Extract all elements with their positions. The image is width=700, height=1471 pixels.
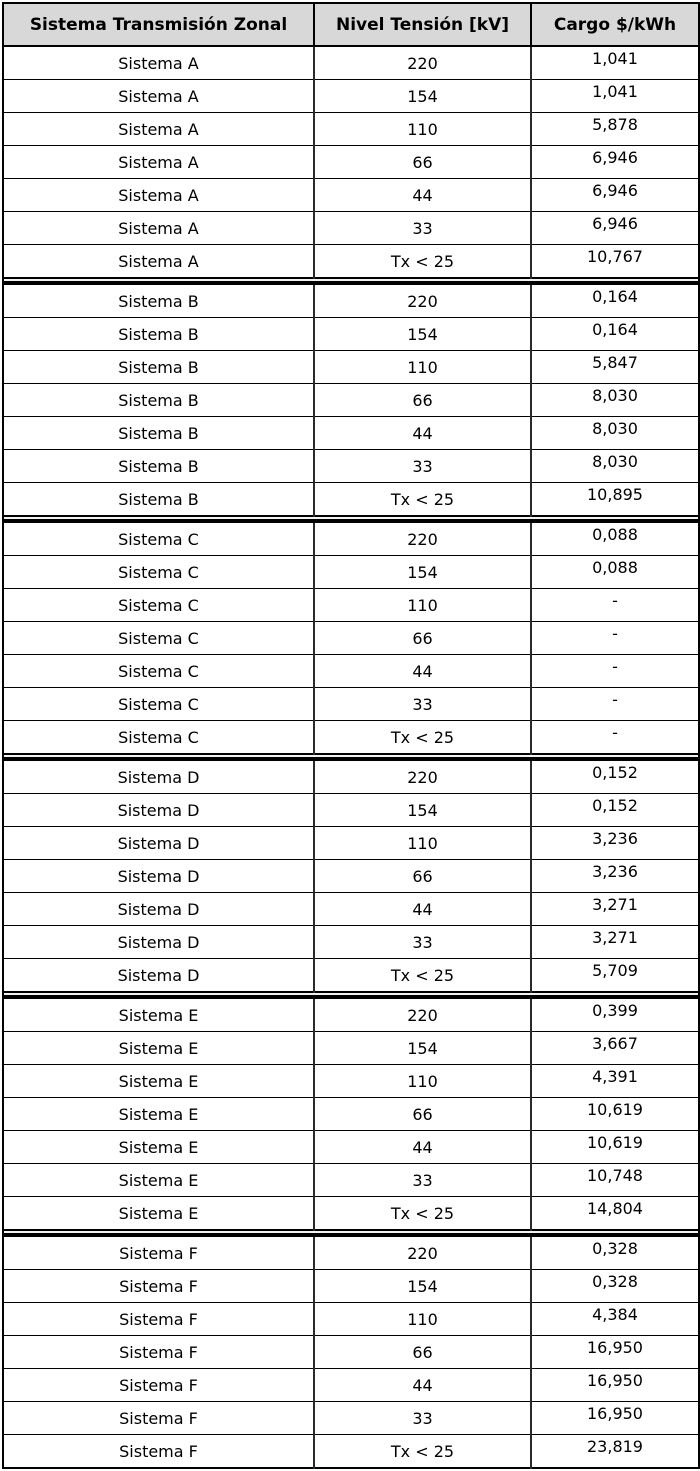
- cell-charge: -: [531, 721, 699, 755]
- cell-charge: 8,030: [531, 384, 699, 417]
- cell-system: Sistema E: [3, 1032, 314, 1065]
- table-row: [3, 759, 699, 794]
- header-row: [3, 3, 699, 46]
- cell-voltage: 110: [314, 1303, 531, 1336]
- cell-charge: 10,619: [531, 1098, 699, 1131]
- table-row: [3, 483, 699, 517]
- cell-system: Sistema C: [3, 521, 314, 556]
- cell-charge: 5,709: [531, 959, 699, 993]
- cell-charge: 23,819: [531, 1435, 699, 1469]
- cell-voltage: 66: [314, 384, 531, 417]
- cell-charge: 0,088: [531, 556, 699, 589]
- cell-voltage: 44: [314, 655, 531, 688]
- cell-charge: 16,950: [531, 1336, 699, 1369]
- cell-voltage: Tx < 25: [314, 721, 531, 755]
- cell-voltage: 110: [314, 589, 531, 622]
- cell-system: Sistema C: [3, 721, 314, 755]
- cell-system: Sistema D: [3, 827, 314, 860]
- cell-charge: 3,236: [531, 827, 699, 860]
- cell-charge: 0,164: [531, 318, 699, 351]
- cell-charge: 16,950: [531, 1369, 699, 1402]
- cell-voltage: Tx < 25: [314, 245, 531, 279]
- cell-system: Sistema B: [3, 283, 314, 318]
- table-row: [3, 1303, 699, 1336]
- cell-charge: 1,041: [531, 80, 699, 113]
- cell-charge: 14,804: [531, 1197, 699, 1231]
- table-row: [3, 794, 699, 827]
- cell-charge: 10,619: [531, 1131, 699, 1164]
- cell-system: Sistema E: [3, 997, 314, 1032]
- cell-system: Sistema D: [3, 959, 314, 993]
- cell-system: Sistema B: [3, 384, 314, 417]
- cell-system: Sistema F: [3, 1303, 314, 1336]
- table-row: [3, 721, 699, 755]
- cell-charge: 0,152: [531, 794, 699, 827]
- table-row: [3, 283, 699, 318]
- cell-system: Sistema A: [3, 80, 314, 113]
- cell-system: Sistema C: [3, 622, 314, 655]
- cell-charge: 8,030: [531, 417, 699, 450]
- cell-voltage: 154: [314, 794, 531, 827]
- cell-charge: 5,847: [531, 351, 699, 384]
- cell-voltage: 66: [314, 1336, 531, 1369]
- cell-voltage: 154: [314, 318, 531, 351]
- cell-system: Sistema D: [3, 794, 314, 827]
- table-row: [3, 1235, 699, 1270]
- cell-system: Sistema D: [3, 893, 314, 926]
- cell-voltage: 220: [314, 1235, 531, 1270]
- cell-system: Sistema F: [3, 1402, 314, 1435]
- cell-system: Sistema A: [3, 179, 314, 212]
- table-row: [3, 1270, 699, 1303]
- cell-voltage: 66: [314, 622, 531, 655]
- table-row: [3, 893, 699, 926]
- cell-voltage: 220: [314, 46, 531, 80]
- cell-system: Sistema D: [3, 759, 314, 794]
- cell-charge: 4,391: [531, 1065, 699, 1098]
- cell-voltage: 33: [314, 450, 531, 483]
- cell-voltage: 44: [314, 179, 531, 212]
- cell-system: Sistema E: [3, 1098, 314, 1131]
- cell-voltage: 44: [314, 893, 531, 926]
- header-cell-system: Sistema Transmisión Zonal: [3, 3, 314, 46]
- cell-system: Sistema E: [3, 1197, 314, 1231]
- cell-charge: 10,767: [531, 245, 699, 279]
- cell-charge: 3,236: [531, 860, 699, 893]
- cell-system: Sistema B: [3, 351, 314, 384]
- cell-charge: 16,950: [531, 1402, 699, 1435]
- cell-voltage: Tx < 25: [314, 483, 531, 517]
- cell-voltage: 66: [314, 146, 531, 179]
- cell-system: Sistema E: [3, 1164, 314, 1197]
- table-row: [3, 589, 699, 622]
- table-row: [3, 959, 699, 993]
- cell-system: Sistema A: [3, 212, 314, 245]
- cell-charge: 0,328: [531, 1235, 699, 1270]
- cell-voltage: 44: [314, 417, 531, 450]
- table-row: [3, 417, 699, 450]
- table-row: [3, 384, 699, 417]
- table-row: [3, 688, 699, 721]
- cell-system: Sistema A: [3, 245, 314, 279]
- cell-charge: -: [531, 655, 699, 688]
- cell-charge: 5,878: [531, 113, 699, 146]
- cell-voltage: 220: [314, 521, 531, 556]
- tariff-table: [2, 2, 700, 1469]
- table-row: [3, 926, 699, 959]
- table-row: [3, 1164, 699, 1197]
- table-row: [3, 521, 699, 556]
- table-body: [3, 46, 699, 1468]
- table-row: [3, 556, 699, 589]
- cell-charge: 0,088: [531, 521, 699, 556]
- cell-charge: 0,152: [531, 759, 699, 794]
- cell-charge: 1,041: [531, 46, 699, 80]
- cell-system: Sistema E: [3, 1065, 314, 1098]
- cell-charge: 10,895: [531, 483, 699, 517]
- cell-voltage: 33: [314, 212, 531, 245]
- cell-system: Sistema B: [3, 450, 314, 483]
- cell-system: Sistema F: [3, 1270, 314, 1303]
- table-row: [3, 655, 699, 688]
- cell-voltage: 110: [314, 113, 531, 146]
- table-row: [3, 146, 699, 179]
- table-row: [3, 1098, 699, 1131]
- table-row: [3, 1065, 699, 1098]
- table-row: [3, 1032, 699, 1065]
- cell-voltage: Tx < 25: [314, 959, 531, 993]
- cell-charge: 4,384: [531, 1303, 699, 1336]
- cell-charge: 3,271: [531, 893, 699, 926]
- cell-charge: -: [531, 688, 699, 721]
- cell-voltage: 154: [314, 1032, 531, 1065]
- cell-charge: 0,328: [531, 1270, 699, 1303]
- cell-system: Sistema F: [3, 1435, 314, 1469]
- cell-voltage: 66: [314, 860, 531, 893]
- cell-voltage: 220: [314, 997, 531, 1032]
- cell-voltage: Tx < 25: [314, 1197, 531, 1231]
- table-row: [3, 860, 699, 893]
- cell-charge: 3,667: [531, 1032, 699, 1065]
- cell-voltage: 110: [314, 351, 531, 384]
- header-cell-charge: Cargo $/kWh: [531, 3, 699, 46]
- cell-voltage: 154: [314, 80, 531, 113]
- cell-system: Sistema C: [3, 589, 314, 622]
- cell-voltage: 44: [314, 1131, 531, 1164]
- cell-system: Sistema D: [3, 860, 314, 893]
- table-row: [3, 1131, 699, 1164]
- cell-system: Sistema C: [3, 556, 314, 589]
- table-row: [3, 1197, 699, 1231]
- header-cell-voltage: Nivel Tensión [kV]: [314, 3, 531, 46]
- table-row: [3, 1402, 699, 1435]
- table-row: [3, 351, 699, 384]
- table-row: [3, 997, 699, 1032]
- cell-system: Sistema C: [3, 655, 314, 688]
- table-row: [3, 46, 699, 80]
- cell-system: Sistema A: [3, 146, 314, 179]
- cell-system: Sistema A: [3, 113, 314, 146]
- cell-charge: 6,946: [531, 146, 699, 179]
- cell-charge: 0,164: [531, 283, 699, 318]
- cell-charge: -: [531, 589, 699, 622]
- cell-system: Sistema B: [3, 483, 314, 517]
- cell-voltage: 44: [314, 1369, 531, 1402]
- cell-voltage: 33: [314, 688, 531, 721]
- cell-system: Sistema A: [3, 46, 314, 80]
- cell-voltage: 66: [314, 1098, 531, 1131]
- cell-voltage: 33: [314, 1402, 531, 1435]
- table-row: [3, 1369, 699, 1402]
- cell-voltage: 110: [314, 1065, 531, 1098]
- table-row: [3, 827, 699, 860]
- table-row: [3, 212, 699, 245]
- cell-voltage: 220: [314, 759, 531, 794]
- cell-system: Sistema F: [3, 1235, 314, 1270]
- cell-system: Sistema B: [3, 417, 314, 450]
- table-row: [3, 622, 699, 655]
- cell-charge: 6,946: [531, 212, 699, 245]
- cell-voltage: 154: [314, 556, 531, 589]
- cell-voltage: 110: [314, 827, 531, 860]
- cell-system: Sistema D: [3, 926, 314, 959]
- cell-charge: 10,748: [531, 1164, 699, 1197]
- table-row: [3, 1435, 699, 1469]
- table-row: [3, 318, 699, 351]
- cell-charge: 3,271: [531, 926, 699, 959]
- cell-system: Sistema E: [3, 1131, 314, 1164]
- cell-voltage: 154: [314, 1270, 531, 1303]
- cell-charge: 8,030: [531, 450, 699, 483]
- cell-voltage: 220: [314, 283, 531, 318]
- cell-voltage: Tx < 25: [314, 1435, 531, 1469]
- table-row: [3, 179, 699, 212]
- cell-system: Sistema F: [3, 1369, 314, 1402]
- cell-voltage: 33: [314, 1164, 531, 1197]
- table-row: [3, 450, 699, 483]
- table-row: [3, 80, 699, 113]
- cell-voltage: 33: [314, 926, 531, 959]
- cell-charge: 6,946: [531, 179, 699, 212]
- table-row: [3, 245, 699, 279]
- cell-system: Sistema C: [3, 688, 314, 721]
- table-row: [3, 113, 699, 146]
- cell-system: Sistema F: [3, 1336, 314, 1369]
- cell-system: Sistema B: [3, 318, 314, 351]
- cell-charge: 0,399: [531, 997, 699, 1032]
- cell-charge: -: [531, 622, 699, 655]
- table-row: [3, 1336, 699, 1369]
